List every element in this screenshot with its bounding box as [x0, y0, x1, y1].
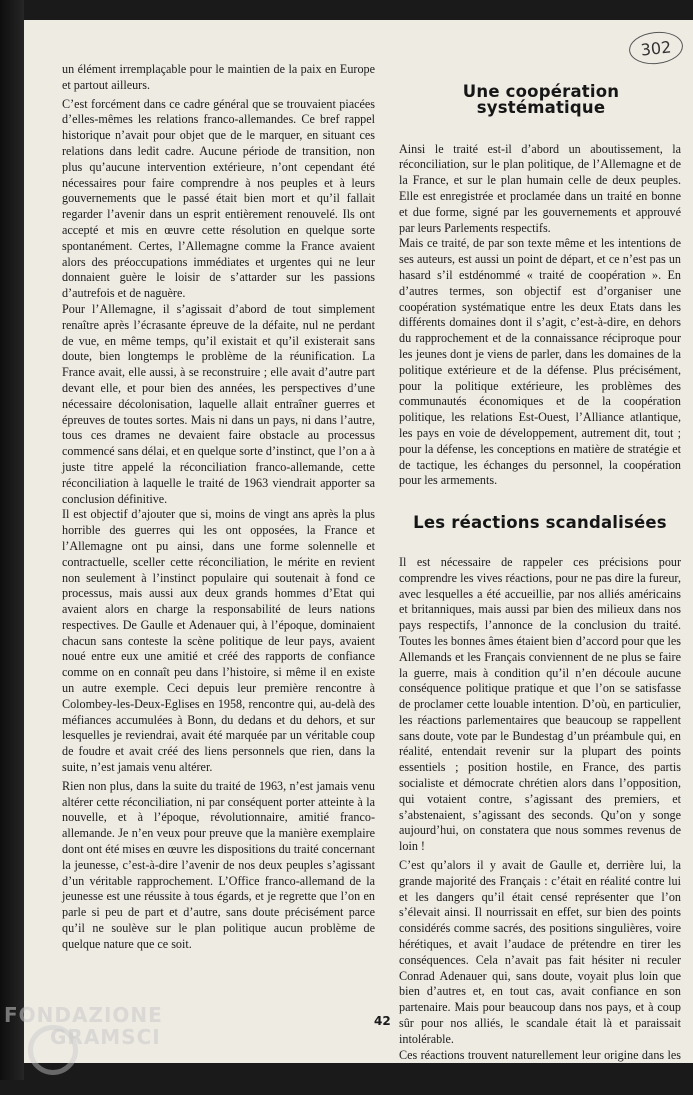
- scan-edge-shadow: [0, 0, 24, 1080]
- paragraph: C’est forcément dans ce cadre général que se trouvaient piacées d’elles-mêmes les relations franco-allemandes. Ce bref rappel historique n’avait pour objet que de le marquer, en situant ces relations dans ledit cadre. Aucune période de transition, non plus qu’aucune intervention extérieure, n’ont cependant été nécessaires pour faire comprendre à nos peuples et à leurs gouvernements que le passé était bien mort et qu’il fallait regarder l’avenir dans un esprit entièrement renouvelé. Ils ont accepté et mis en œuvre cette résolution en quelque sorte spontanément. Certes, l’Allemagne comme la France avaient alors des préoccupations immédiates et urgentes qui ne leur donnaient guère le loisir de s’attarder sur les passions d’autrefois et de naguère.: [62, 96, 375, 301]
- paragraph: Mais ce traité, de par son texte même et les intentions de ses auteurs, est aussi un point de départ, et ce n’est pas un hasard s’il estdénommé « traité de coopération ». En d’autres termes, son objectif est d’organiser une coopération systématique entre les deux Etats dans les différents domaines dont il s’agit, c’est-à-dire, en dehors du rapprochement et de la connaissance réciproque pour les jeunes dont je viens de parler, dans les domaines de la politique extérieure et de la défense. Plus précisément, pour la politique extérieure, les problèmes des communautés économiques et de la coopération politique, les relations Est-Ouest, l’Alliance atlantique, les pays en voie de développement, autrement dit, tout ; pour la défense, les conceptions en matière de stratégie et de tactique, les échanges du personnel, la coopération pour les armements.: [399, 236, 681, 488]
- paragraph: Il est objectif d’ajouter que si, moins de vingt ans après la plus horrible des guerres qui les ont opposées, la France et l’Allemagne ont pu ainsi, dans une forme solennelle et contractuelle, sceller cette réconciliation, le mérite en revient non seulement à l’instinct populaire qui soutenait à fond ce processus, mais aussi aux deux grands hommes d’Etat qui avaient alors en charge la responsabilité de leurs nations respectives. De Gaulle et Adenauer qui, à l’époque, dominaient chacun sans conteste la scène politique de leur pays, avaient noué entre eux une amitié et créé des rapports de confiance comme on en connaît peu dans l’histoire, si même il en existe un autre exemple. Ceci depuis leur première rencontre à Colombey-les-Deux-Eglises en 1958, rencontre qui, au-delà des méfiances accumulées à Bonn, du dedans et du dehors, et sur lesquelles je reviendrai, avait été marquée par un véritable coup de foudre et avait créé des liens personnels que rien, dans la suite, n’est jamais venu altérer.: [62, 507, 375, 775]
- paragraph: Pour l’Allemagne, il s’agissait d’abord de tout simplement renaître après l’écrasante épreuve de la défaite, nul ne perdant de vue, en même temps, qu’il existait et qu’il existerait sans doute, bien longtemps le problème de la réunification. La France avait, elle aussi, à se reconstruire ; elle avait d’autre part devant elle, et pour bien des années, les perspectives d’une nécessaire décolonisation, laquelle allait entraîner guerres et épreuves de toutes sortes. Mais ni dans un pays, ni dans l’autre, tous ces drames ne devaient faire obstacle au processus commencé sans délai, et en quelque sorte d’instinct, que l’on a à juste titre appelé la réconciliation franco-allemande, cette réconciliation à laquelle le traité de 1963 viendrait apporter sa conclusion définitive.: [62, 301, 375, 506]
- paragraph: un élément irremplaçable pour le maintien de la paix en Europe et partout ailleurs.: [62, 62, 375, 92]
- watermark-line1: FONDAZIONE: [4, 1003, 163, 1027]
- paragraph: Il est nécessaire de rappeler ces précisions pour comprendre les vives réactions, pour ne pas dire la fureur, avec lesquelles a été accueillie, par nos alliés américains et britanniques, mais aussi par bien des milieux dans nos pays respectifs, l’annonce de la conclusion du traité. Toutes les bonnes âmes étaient bien d’accord pour que les Allemands et les Français conviennent de ne plus se faire la guerre, mais à condition qu’il n’en découle aucune conséquence politique pratique et que l’on se satisfasse de proclamer cette louable intention. D’où, en particulier, les réactions parlementaires que beaucoup se rappellent sans doute, vote par le Bundestag d’un préambule qui, en réalité, entendait revenir sur la plupart des points essentiels ; position hostile, en France, des partis socialiste et démocrate chrétien alors dans l’opposition, qui votaient contre, s’agissant des premiers, et s’abstenaient, s’agissant des seconds. Qu’on y songe aujourd’hui, on constatera que nous sommes revenus de loin !: [399, 554, 681, 854]
- paragraph: Ainsi le traité est-il d’abord un aboutissement, la réconciliation, sur le plan politique, de l’Allemagne et de la France, et sur le plan humain celle de deux peuples. Elle est enregistrée et proclamée dans un traité en bonne et due forme, signé par les gouvernements et approuvé par leurs Parlements respectifs.: [399, 141, 681, 235]
- section-heading-reactions: Les réactions scandalisées: [413, 513, 667, 533]
- page-number: 42: [374, 1014, 391, 1028]
- right-column: [399, 60, 681, 1095]
- paragraph: C’est qu’alors il y avait de Gaulle et, derrière lui, la grande majorité des Français : c’était en réalité contre lui et les dangers qu’il était censé représenter que l’on s’élevait ainsi. Il nourrissait en effet, sur bien des points considérés comme sacrés, des positions singulières, voire hérétiques, et avait l’audace de prétendre en tirer les conséquences. Cela n’avait pas fait hésiter ni reculer Conrad Adenauer qui, sans doute, voyait plus loin que bien d’autres et, en tout cas, avait confiance en son partenaire. Mais pour beaucoup dans nos pays, et à coup sûr pour nos alliés, le scandale était là et paraissait intolérable.: [399, 858, 681, 1046]
- watermark-line2: GRAMSCI: [50, 1025, 161, 1049]
- section-heading-cooperation: Une coopération systématique: [462, 82, 620, 117]
- watermark: [4, 1003, 163, 1049]
- archive-number: 302: [639, 36, 673, 60]
- paragraph: Ces réactions trouvent naturellement leur origine dans les craintes relatives aux conséquences qui pouvaient résulter du traité pour la mise en œuvre des deux: [399, 1047, 681, 1094]
- document-page: [24, 20, 693, 1094]
- left-column: [62, 62, 375, 953]
- paragraph: Rien non plus, dans la suite du traité de 1963, n’est jamais venu altérer cette réconciliation, ni par conséquent porter atteinte à la nouvelle, et à l’époque, révolutionnaire, amitié franco-allemande. Je n’en veux pour preuve que la manière exemplaire dont ont été mises en œuvre les dispositions du traité concernant la jeunesse, c’est-à-dire l’avenir de nos deux peuples s’agissant d’un véritable rapprochement. L’Office franco-allemand de la jeunesse est une réussite à tous égards, et je regrette que l’on en parle si peu de part et d’autre, sans doute précisément parce qu’il ne soulève sur le plan politique aucun problème de quelque nature que ce soit.: [62, 778, 375, 951]
